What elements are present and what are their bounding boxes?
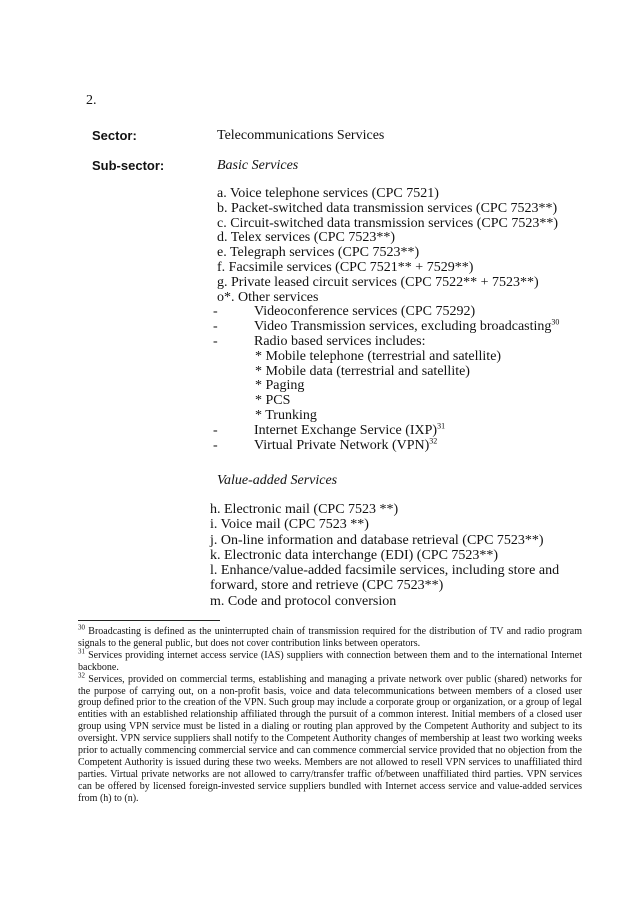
basic-services-list: [213, 186, 577, 453]
footnote-ref: 32: [429, 435, 438, 445]
page-number: 2.: [86, 93, 97, 108]
list-item: c. Circuit-switched data transmission services (CPC 7523**): [217, 215, 558, 231]
footnote-rule: [78, 620, 220, 621]
radio-item: * Trunking: [255, 407, 317, 423]
footnote-text: Services, provided on commercial terms, establishing and managing a private network over public (shared) networks for the purpose of carrying out, on a non-profit basis, voice and data telecommunications between members of a closed user group defined prior to the creation of the VPN. Such group may include a corporate group or organization, or a group of legal entities with an established relationship affiliated through the pursuit of a common interest. Initial members of a closed user group using VPN service must be listed in a dialing or routing plan approved by the Competent Authority and subject to its oversight. VPN service suppliers shall notify to the Competent Authority changes of membership at least two working weeks prior to actually commencing commercial service and can commence commercial service provided that no objection from the Competent Authority is issued during these two weeks. Members are not allowed to resell VPN services to unaffiliated third parties. Virtual private networks are not allowed to carry/transfer traffic of/between unaffiliated third parties. VPN services can be offered by licensed foreign-invested service suppliers bundled with Internet access service and value-added services from (h) to (n).: [78, 673, 583, 804]
other-service-text: Virtual Private Network (VPN): [254, 437, 430, 453]
sector-label: Sector:: [92, 128, 137, 143]
dash-marker: -: [213, 319, 218, 335]
footnote: [78, 623, 582, 650]
footnote: [78, 671, 583, 805]
list-item: e. Telegraph services (CPC 7523**): [217, 245, 420, 261]
other-service-text-wrap: [254, 435, 438, 454]
dash-marker: -: [213, 333, 218, 349]
footnote-number: 32: [78, 671, 85, 680]
other-service-text: Video Transmission services, excluding broadcasting: [254, 319, 552, 335]
list-item: g. Private leased circuit services (CPC 7522** + 7523**): [217, 274, 539, 290]
value-added-heading: Value-added Services: [217, 473, 338, 488]
other-service-text: Internet Exchange Service (IXP): [254, 422, 438, 438]
list-item: o*. Other services: [217, 289, 319, 305]
radio-item: * PCS: [255, 393, 291, 409]
dash-marker: -: [213, 422, 218, 438]
other-service-vpn: [213, 435, 577, 454]
other-service-text: Videoconference services (CPC 75292): [254, 304, 476, 320]
footnote-number: 31: [78, 647, 85, 656]
other-service-text: Radio based services includes:: [254, 333, 426, 349]
dash-marker: -: [213, 437, 218, 453]
footnote-ref: 30: [551, 317, 560, 327]
list-item: i. Voice mail (CPC 7523 **): [210, 517, 369, 533]
footnote: [78, 647, 582, 674]
footnote-text: Broadcasting is defined as the uninterrupted chain of transmission required for the distribution of TV and radio program signals to the general public, but does not cover contribution links between operators.: [78, 626, 582, 649]
list-item: h. Electronic mail (CPC 7523 **): [210, 502, 399, 517]
list-item: forward, store and retrieve (CPC 7523**): [210, 578, 444, 594]
other-service-text-wrap: [254, 421, 446, 439]
other-service-text-wrap: [254, 317, 560, 335]
list-item: m. Code and protocol conversion: [210, 593, 397, 609]
list-item: k. Electronic data interchange (EDI) (CPC 7523**): [210, 547, 499, 563]
subsector-value: Basic Services: [217, 158, 299, 173]
footnote-text: Services providing internet access service (IAS) suppliers with connection between them and to the international Internet backbone.: [78, 649, 582, 673]
list-item: l. Enhance/value-added facsimile services, including store and: [210, 563, 560, 579]
list-item: j. On-line information and database retrieval (CPC 7523**): [210, 532, 544, 548]
other-service-videoconference: [213, 304, 577, 320]
radio-item: * Mobile telephone (terrestrial and satellite): [255, 348, 502, 364]
dash-marker: -: [213, 304, 218, 320]
footnotes: [78, 623, 583, 805]
footnote-ref: 31: [437, 421, 446, 431]
sector-value: Telecommunications Services: [217, 128, 385, 143]
radio-item: * Mobile data (terrestrial and satellite): [255, 363, 470, 379]
list-item: b. Packet-switched data transmission services (CPC 7523**): [217, 200, 558, 216]
other-service-video-transmission: [213, 317, 577, 335]
other-service-ixp: [213, 421, 577, 439]
value-added-list: [210, 502, 580, 609]
list-item: d. Telex services (CPC 7523**): [217, 230, 396, 246]
subsector-label: Sub-sector:: [92, 158, 165, 173]
other-service-radio: [213, 333, 577, 350]
radio-item: * Paging: [255, 378, 305, 394]
list-item: f. Facsimile services (CPC 7521** + 7529**): [217, 259, 474, 275]
list-item: a. Voice telephone services (CPC 7521): [217, 186, 439, 201]
footnote-number: 30: [78, 623, 85, 632]
